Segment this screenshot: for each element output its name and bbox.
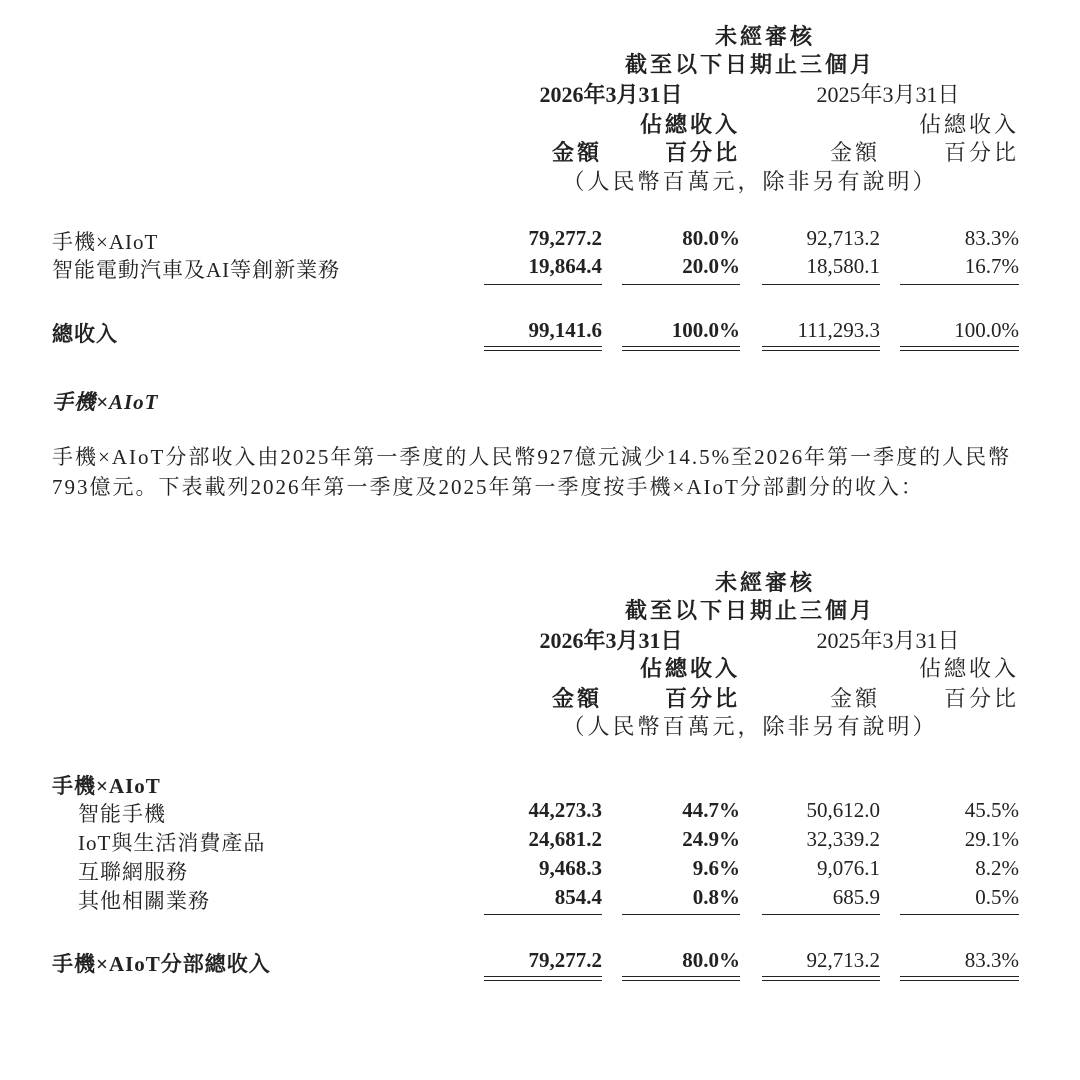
header-date-2025: 2025年3月31日 [816,82,960,107]
amount-2026: 9,468.3 [539,856,602,880]
header-amount-2025: 金額 [829,140,880,165]
total-double-rule [762,350,880,351]
subtotal-rule [622,914,740,915]
header-amount-2026: 金額 [551,140,602,165]
header-pct-line1-2025: 佔總收入 [918,112,1019,137]
percent-2026: 9.6% [692,856,740,880]
header-pct-line2-2026: 百分比 [664,140,740,165]
total-percent-2026: 100.0% [671,318,740,342]
header-pct-line2-2026: 百分比 [664,686,740,711]
amount-2025: 92,713.2 [806,226,880,250]
total-double-rule [622,976,740,977]
amount-2025: 32,339.2 [806,827,880,851]
header-period: 截至以下日期止三個月 [624,598,876,623]
total-double-rule [484,976,602,977]
percent-2025: 83.3% [964,226,1019,250]
subtotal-rule [762,284,880,285]
total-double-rule [484,350,602,351]
amount-2026: 24,681.2 [528,827,602,851]
section-paragraph: 手機×AIoT分部收入由2025年第一季度的人民幣927億元減少14.5%至2026年第一季度的人民幣793億元。下表載列2026年第一季度及2025年第一季度按手機×AIoT分部劃分的收入： [52,445,1012,499]
subtotal-rule [484,284,602,285]
percent-2025: 16.7% [964,254,1019,278]
total-percent-2025: 100.0% [954,318,1019,342]
total-double-rule [900,980,1019,981]
header-date-2026: 2026年3月31日 [539,82,683,107]
total-percent-2025: 83.3% [964,948,1019,972]
header-unaudited: 未經審核 [714,570,816,595]
total-double-rule [622,346,740,347]
row-label: 智能手機 [78,802,166,826]
total-double-rule [900,346,1019,347]
amount-2026: 44,273.3 [528,798,602,822]
amount-2025: 50,612.0 [806,798,880,822]
header-pct-line2-2025: 百分比 [943,140,1019,165]
amount-2025: 685.9 [832,885,880,909]
header-unit: （人民幣百萬元，除非另有說明） [562,714,938,739]
total-percent-2026: 80.0% [682,948,740,972]
section-heading: 手機×AIoT [52,390,159,414]
total-double-rule [762,346,880,347]
amount-2026: 854.4 [554,885,602,909]
row-label: IoT與生活消費產品 [78,831,266,855]
header-unaudited: 未經審核 [714,24,816,49]
header-period: 截至以下日期止三個月 [624,52,876,77]
subtotal-rule [900,914,1019,915]
percent-2026: 80.0% [682,226,740,250]
total-amount-2025: 92,713.2 [806,948,880,972]
percent-2025: 0.5% [975,885,1019,909]
total-double-rule [622,350,740,351]
header-pct-line1-2025: 佔總收入 [918,656,1019,681]
total-double-rule [484,346,602,347]
percent-2025: 29.1% [964,827,1019,851]
row-label: 手機×AIoT [52,230,159,254]
percent-2026: 20.0% [682,254,740,278]
total-double-rule [762,976,880,977]
total-amount-2026: 79,277.2 [528,948,602,972]
header-amount-2025: 金額 [829,686,880,711]
amount-2025: 9,076.1 [817,856,880,880]
group-label: 手機×AIoT [52,774,161,798]
total-double-rule [762,980,880,981]
row-label: 其他相關業務 [78,889,210,913]
total-amount-2025: 111,293.3 [797,318,880,342]
row-label: 智能電動汽車及AI等創新業務 [52,258,341,282]
percent-2025: 8.2% [975,856,1019,880]
amount-2026: 19,864.4 [528,254,602,278]
header-pct-line2-2025: 百分比 [943,686,1019,711]
subtotal-rule [900,284,1019,285]
row-label: 互聯網服務 [78,860,188,884]
percent-2026: 44.7% [682,798,740,822]
total-amount-2026: 99,141.6 [528,318,602,342]
percent-2026: 24.9% [682,827,740,851]
percent-2025: 45.5% [964,798,1019,822]
header-date-2026: 2026年3月31日 [539,628,683,653]
subtotal-rule [484,914,602,915]
subtotal-rule [762,914,880,915]
total-label: 總收入 [52,322,118,346]
header-pct-line1-2026: 佔總收入 [639,656,740,681]
header-unit: （人民幣百萬元，除非另有說明） [562,169,938,194]
header-pct-line1-2026: 佔總收入 [639,112,740,137]
total-double-rule [484,980,602,981]
amount-2026: 79,277.2 [528,226,602,250]
total-double-rule [900,976,1019,977]
total-double-rule [900,350,1019,351]
total-label: 手機×AIoT分部總收入 [52,952,271,976]
subtotal-rule [622,284,740,285]
total-double-rule [622,980,740,981]
header-date-2025: 2025年3月31日 [816,628,960,653]
percent-2026: 0.8% [692,885,740,909]
header-amount-2026: 金額 [551,686,602,711]
amount-2025: 18,580.1 [806,254,880,278]
